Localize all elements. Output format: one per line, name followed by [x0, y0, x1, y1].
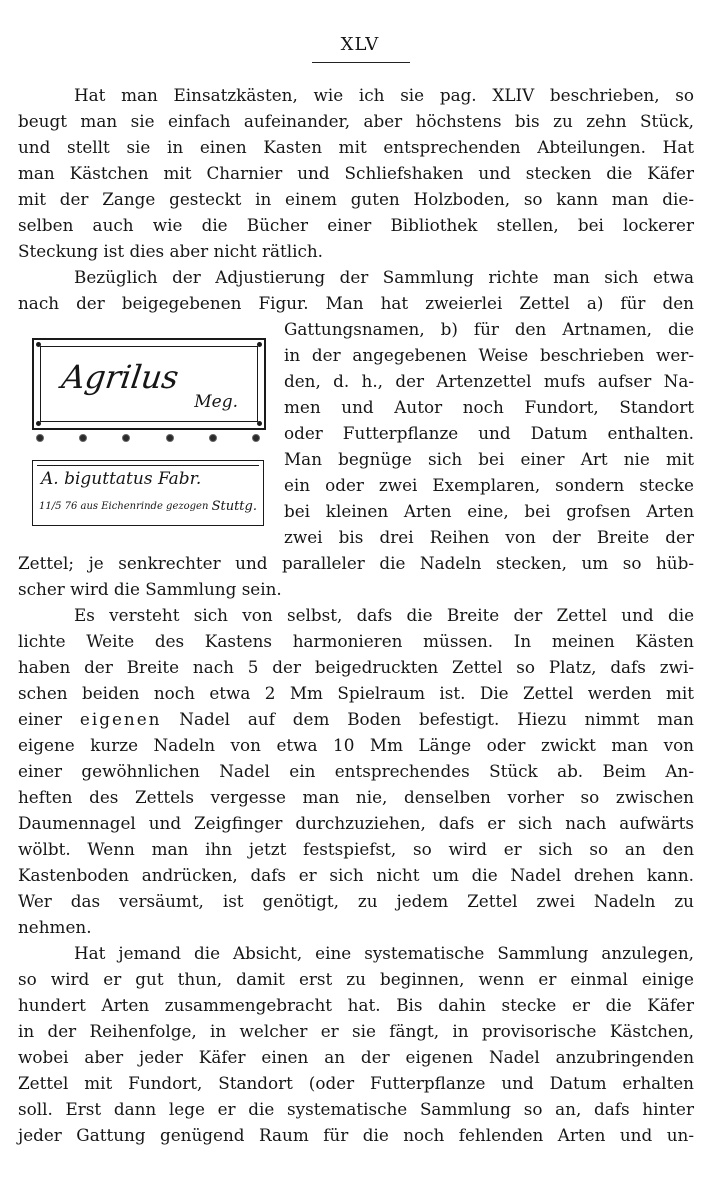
paragraph-3-line-8: heften des Zettels vergesse man nie, denselben vorher so zwischen — [18, 787, 694, 807]
pin-icon — [79, 434, 87, 442]
paragraph-4-line-5: wobei aber jeder Käfer einen an der eigenen Nadel anzubringenden — [18, 1047, 694, 1067]
pin-icon — [209, 434, 217, 442]
paragraph-1-line-7: Steckung ist dies aber nicht rätlich. — [18, 241, 324, 261]
paragraph-1-line-5: mit der Zange gesteckt in einem guten Holzboden, so kann man die- — [18, 189, 694, 209]
paragraph-2-line-3: Zettel; je senkrechter und paralleler die Nadeln stecken, um so hüb- — [18, 553, 694, 573]
corner-dot — [36, 421, 41, 426]
species-meta — [39, 499, 257, 514]
paragraph-3-line-1: Es versteht sich von selbst, dafs die Breite der Zettel und die — [74, 605, 694, 625]
paragraph-3-line-12: Wer das versäumt, ist genötigt, zu jedem Zettel zwei Nadeln zu — [18, 891, 694, 911]
paragraph-2-narrow-line-4: men und Autor noch Fundort, Standort — [284, 397, 694, 417]
paragraph-1-line-3: und stellt sie in einen Kasten mit entsprechenden Abteilungen. Hat — [18, 137, 694, 157]
paragraph-3-line-2: lichte Weite des Kastens harmonieren müssen. In meinen Kästen — [18, 631, 694, 651]
paragraph-4-line-1: Hat jemand die Absicht, eine systematische Sammlung anzulegen, — [74, 943, 694, 963]
paragraph-2-narrow-line-8: bei kleinen Arten eine, bei grofsen Arten — [284, 501, 694, 521]
species-place: Stuttg. — [211, 499, 257, 514]
paragraph-2-narrow-line-9: zwei bis drei Reihen von der Breite der — [284, 527, 694, 547]
emphasized-word: eigenen — [79, 709, 162, 729]
paragraph-3-line-5 — [18, 706, 694, 732]
paragraph-4-line-6: Zettel mit Fundort, Standort (oder Futterpflanze und Datum erhalten — [18, 1073, 694, 1093]
text-run: einer — [18, 709, 80, 729]
paragraph-2-line-2: nach der beigegebenen Figur. Man hat zweierlei Zettel a) für den — [18, 293, 694, 313]
corner-dot — [257, 421, 262, 426]
page-number: XLV — [340, 34, 380, 55]
species-name: A. biguttatus Fabr. — [41, 469, 202, 489]
genus-name: Agrilus — [59, 358, 182, 396]
paragraph-2-line-1: Bezüglich der Adjustierung der Sammlung richte man sich etwa — [74, 267, 694, 287]
pin-icon — [166, 434, 174, 442]
genus-label — [32, 338, 266, 430]
paragraph-2-narrow-line-3: den, d. h., der Artenzettel mufs aufser Na- — [284, 371, 694, 391]
paragraph-2-narrow-line-2: in der angegebenen Weise beschrieben wer- — [284, 345, 694, 365]
paragraph-4-line-3: hundert Arten zusammengebracht hat. Bis dahin stecke er die Käfer — [18, 995, 694, 1015]
paragraph-2-narrow-line-5: oder Futterpflanze und Datum enthalten. — [284, 423, 694, 443]
corner-dot — [257, 342, 262, 347]
species-label-rule — [37, 465, 259, 466]
species-label — [32, 460, 264, 526]
pin-icon — [122, 434, 130, 442]
paragraph-1-line-4: man Kästchen mit Charnier und Schliefshaken und stecken die Käfer — [18, 163, 694, 183]
paragraph-1-line-1: Hat man Einsatzkästen, wie ich sie pag. XLIV beschrieben, so — [74, 85, 694, 105]
paragraph-1-line-6: selben auch wie die Bücher einer Bibliothek stellen, bei lockerer — [18, 215, 694, 235]
paragraph-4-line-7: soll. Erst dann lege er die systematische Sammlung so an, dafs hinter — [18, 1099, 694, 1119]
paragraph-1-line-2: beugt man sie einfach aufeinander, aber höchstens bis zu zehn Stück, — [18, 111, 694, 131]
paragraph-2-narrow-line-7: ein oder zwei Exemplaren, sondern stecke — [284, 475, 694, 495]
header-rule — [312, 62, 410, 63]
genus-author: Meg. — [194, 392, 238, 412]
label-figure — [24, 332, 272, 532]
pin-row — [30, 432, 266, 444]
pin-icon — [252, 434, 260, 442]
paragraph-3-line-9: Daumennagel und Zeigfinger durchzuziehen, dafs er sich nach aufwärts — [18, 813, 694, 833]
paragraph-2-line-4: scher wird die Sammlung sein. — [18, 579, 282, 599]
paragraph-3-line-10: wölbt. Wenn man ihn jetzt festspiefst, so wird er sich so an den — [18, 839, 694, 859]
paragraph-4-line-4: in der Reihenfolge, in welcher er sie fängt, in provisorische Kästchen, — [18, 1021, 694, 1041]
paragraph-3-line-3: haben der Breite nach 5 der beigedruckten Zettel so Platz, dafs zwi- — [18, 657, 694, 677]
paragraph-3-line-13: nehmen. — [18, 917, 92, 937]
species-date: 11/5 76 — [39, 501, 78, 512]
paragraph-3-line-11: Kastenboden andrücken, dafs er sich nicht um die Nadel drehen kann. — [18, 865, 694, 885]
paragraph-3-line-6: eigene kurze Nadeln von etwa 10 Mm Länge oder zwickt man von — [18, 735, 694, 755]
paragraph-3-line-7: einer gewöhnlichen Nadel ein entsprechendes Stück ab. Beim An- — [18, 761, 694, 781]
paragraph-3-line-4: schen beiden noch etwa 2 Mm Spielraum ist. Die Zettel werden mit — [18, 683, 694, 703]
pin-icon — [36, 434, 44, 442]
paragraph-2-narrow-line-1: Gattungsnamen, b) für den Artnamen, die — [284, 319, 694, 339]
paragraph-4-line-8: jeder Gattung genügend Raum für die noch fehlenden Arten und un- — [18, 1125, 694, 1145]
paragraph-4-line-2: so wird er gut thun, damit erst zu beginnen, wenn er einmal einige — [18, 969, 694, 989]
text-run: Nadel auf dem Boden befestigt. Hiezu nimmt man — [161, 709, 694, 729]
paragraph-2-narrow-line-6: Man begnüge sich bei einer Art nie mit — [284, 449, 694, 469]
corner-dot — [36, 342, 41, 347]
species-note: aus Eichenrinde gezogen — [80, 501, 209, 512]
